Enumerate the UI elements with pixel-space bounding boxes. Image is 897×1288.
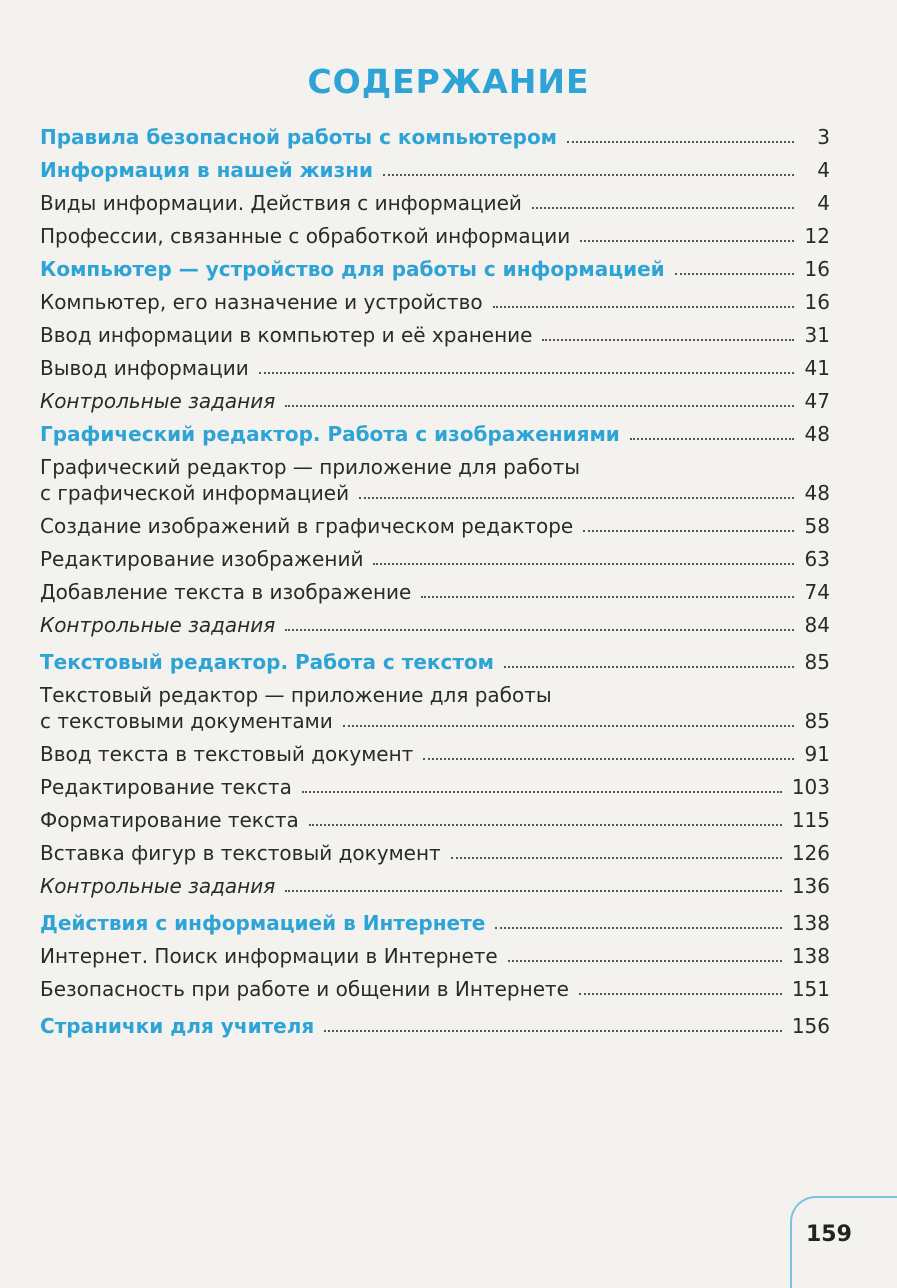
toc-label: Компьютер — устройство для работы с информацией	[40, 257, 665, 281]
toc-label: Безопасность при работе и общении в Интернете	[40, 977, 569, 1001]
toc-page: 63	[804, 547, 830, 571]
toc-item[interactable]	[40, 579, 830, 605]
toc-page: 48	[804, 422, 830, 446]
leader-dots	[359, 496, 794, 499]
toc-page: 151	[791, 977, 830, 1001]
leader-dots	[373, 562, 794, 565]
toc-page: 58	[804, 514, 830, 538]
toc-item-tests[interactable]	[40, 388, 830, 414]
toc-label: Вывод информации	[40, 356, 249, 380]
leader-dots	[567, 140, 794, 143]
toc-item[interactable]	[40, 355, 830, 381]
toc-label: Виды информации. Действия с информацией	[40, 191, 522, 215]
toc-label: Текстовый редактор. Работа с текстом	[40, 650, 494, 674]
toc-page: 138	[791, 944, 830, 968]
leader-dots	[302, 790, 782, 793]
toc-item[interactable]	[40, 976, 830, 1002]
leader-dots	[583, 529, 794, 532]
toc-chapter[interactable]	[40, 1013, 830, 1039]
toc-label: Ввод информации в компьютер и её хранение	[40, 323, 533, 347]
toc-label: Контрольные задания	[40, 389, 276, 413]
toc-page: 126	[791, 841, 830, 865]
toc-item[interactable]	[40, 289, 830, 315]
toc-item[interactable]	[40, 682, 830, 734]
toc-page: 91	[804, 742, 830, 766]
toc-label: Контрольные задания	[40, 613, 276, 637]
leader-dots	[383, 173, 794, 176]
leader-dots	[421, 595, 794, 598]
toc-label-line1: Графический редактор — приложение для работы	[40, 455, 581, 479]
leader-dots	[532, 206, 794, 209]
toc-label-line2: с графической информацией	[40, 481, 350, 505]
leader-dots	[309, 823, 782, 826]
table-of-contents	[40, 124, 830, 1046]
toc-label: Редактирование изображений	[40, 547, 364, 571]
toc-label: Графический редактор. Работа с изображениями	[40, 422, 620, 446]
toc-chapter[interactable]	[40, 910, 830, 936]
toc-page: 85	[804, 650, 830, 674]
toc-item[interactable]	[40, 190, 830, 216]
toc-page: 16	[804, 257, 830, 281]
leader-dots	[343, 724, 794, 727]
leader-dots	[493, 305, 794, 308]
leader-dots	[508, 959, 782, 962]
toc-item[interactable]	[40, 807, 830, 833]
leader-dots	[285, 404, 794, 407]
leader-dots	[285, 628, 794, 631]
toc-label: Контрольные задания	[40, 874, 276, 898]
toc-page: 85	[804, 709, 830, 733]
toc-chapter[interactable]	[40, 124, 830, 150]
toc-label-line2: с текстовыми документами	[40, 709, 333, 733]
leader-dots	[324, 1029, 782, 1032]
toc-page: 31	[804, 323, 830, 347]
leader-dots	[285, 889, 782, 892]
toc-label: Правила безопасной работы с компьютером	[40, 125, 558, 149]
toc-label: Создание изображений в графическом редакторе	[40, 514, 574, 538]
toc-page: 4	[817, 191, 830, 215]
toc-chapter[interactable]	[40, 157, 830, 183]
toc-label: Интернет. Поиск информации в Интернете	[40, 944, 498, 968]
toc-chapter[interactable]	[40, 256, 830, 282]
toc-label: Редактирование текста	[40, 775, 292, 799]
toc-page: 115	[791, 808, 830, 832]
toc-label: Странички для учителя	[40, 1014, 315, 1038]
toc-page: 136	[791, 874, 830, 898]
toc-label: Добавление текста в изображение	[40, 580, 412, 604]
toc-chapter[interactable]	[40, 649, 830, 675]
toc-label: Компьютер, его назначение и устройство	[40, 290, 483, 314]
toc-label: Ввод текста в текстовый документ	[40, 742, 414, 766]
toc-item[interactable]	[40, 943, 830, 969]
leader-dots	[423, 757, 794, 760]
toc-item[interactable]	[40, 322, 830, 348]
leader-dots	[451, 856, 782, 859]
toc-item-tests[interactable]	[40, 612, 830, 638]
leader-dots	[579, 992, 782, 995]
toc-page: 4	[817, 158, 830, 182]
toc-label: Вставка фигур в текстовый документ	[40, 841, 441, 865]
toc-page: 156	[791, 1014, 830, 1038]
toc-label: Профессии, связанные с обработкой информации	[40, 224, 571, 248]
toc-page: 12	[804, 224, 830, 248]
toc-page: 74	[804, 580, 830, 604]
toc-page: 48	[804, 481, 830, 505]
leader-dots	[495, 926, 782, 929]
toc-item[interactable]	[40, 546, 830, 572]
toc-page: 103	[791, 775, 830, 799]
toc-item[interactable]	[40, 513, 830, 539]
toc-item[interactable]	[40, 741, 830, 767]
toc-page: 47	[804, 389, 830, 413]
toc-page: 41	[804, 356, 830, 380]
toc-page: 16	[804, 290, 830, 314]
toc-page: 138	[791, 911, 830, 935]
page-number: 159	[806, 1222, 852, 1247]
toc-label: Форматирование текста	[40, 808, 299, 832]
leader-dots	[542, 338, 794, 341]
toc-chapter[interactable]	[40, 421, 830, 447]
toc-item[interactable]	[40, 223, 830, 249]
leader-dots	[259, 371, 794, 374]
toc-item-tests[interactable]	[40, 873, 830, 899]
toc-item[interactable]	[40, 774, 830, 800]
toc-label: Действия с информацией в Интернете	[40, 911, 486, 935]
toc-page: 3	[817, 125, 830, 149]
toc-page: 84	[804, 613, 830, 637]
page-title: СОДЕРЖАНИЕ	[307, 62, 590, 101]
leader-dots	[504, 665, 794, 668]
leader-dots	[675, 272, 794, 275]
toc-label: Информация в нашей жизни	[40, 158, 374, 182]
leader-dots	[630, 437, 794, 440]
toc-item[interactable]	[40, 840, 830, 866]
toc-item[interactable]	[40, 454, 830, 506]
leader-dots	[580, 239, 794, 242]
toc-label-line1: Текстовый редактор — приложение для работы	[40, 683, 552, 707]
